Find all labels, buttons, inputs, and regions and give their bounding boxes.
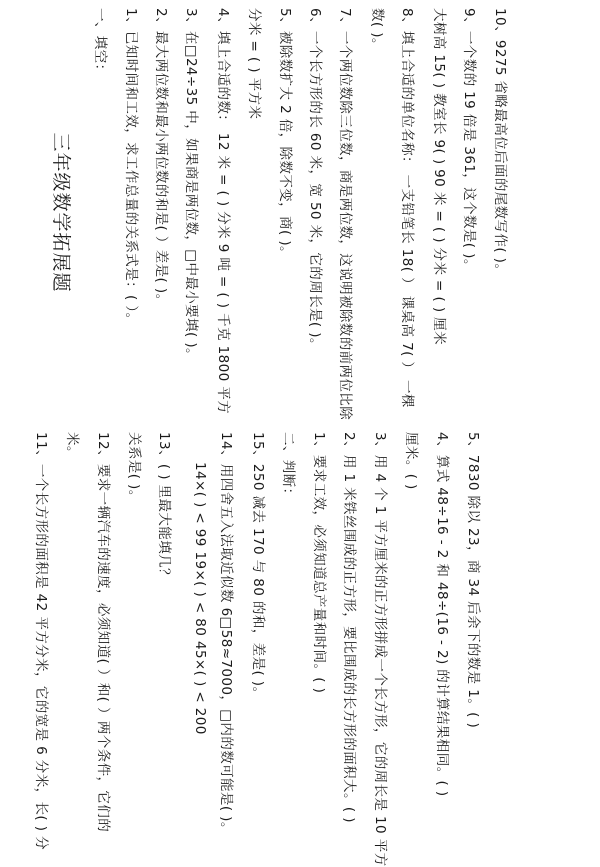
section-heading-true-false: 二、判断： <box>280 432 296 502</box>
question-line: 米。 <box>64 432 80 460</box>
question-line: 1、已知时间和工效，求工作总量的关系式是：( ）。 <box>123 8 139 327</box>
question-line: 13、( ) 里最大能填几？ <box>156 432 172 582</box>
question-line: 关系是( )。 <box>126 432 142 504</box>
question-line: 1、要求工效，必须知道总产量和时间。( ) <box>311 432 327 694</box>
question-line: 12、要求一辆汽车的速度，必须知道( ）和( ）两个条件，它们的 <box>95 432 111 833</box>
page-title: 三年级数学拓展题 <box>50 132 72 293</box>
question-line: 7、一个两位数除三位数，商是两位数，这说明被除数的前两位比除 <box>337 8 353 421</box>
question-line: 分米 = ( ) 平方米 <box>246 8 262 120</box>
question-line: 2、用 1 米铁丝围成的正方形，要比围成的长方形的面积大。( ) <box>341 432 357 823</box>
question-line: 11、一个长方形的面积是 42 平方分米，它的宽是 6 分米，长( ) 分 <box>33 432 49 851</box>
question-line: 4、填上合适的数： 12 米 = ( ) 分米 9 吨 = ( ) 千克 1800 平方 <box>215 8 231 415</box>
question-line: 6、一个长方形的长 60 米，宽 50 米，它的周长是( )。 <box>307 8 323 352</box>
question-line: 15、250 减去 170 与 80 的和，差是( )。 <box>250 432 266 701</box>
question-line: 8、填上合适的单位名称： 一支铅笔长 18( ） 课桌高 7( ） 一棵 <box>399 8 415 408</box>
question-line: 大树高 15( ) 教室长 9( ) 90 米 = ( ) 分米 = ( ) 厘米 <box>431 8 447 345</box>
question-line: 3、在□24÷35 中，如果商是两位数，□中最小要填( )。 <box>183 8 199 362</box>
inequality-line: 14×( ) < 99 19×( ) < 80 45×( ) < 200 <box>192 462 208 735</box>
question-line: 9、一个数的 19 倍是 361，这个数是( )。 <box>461 8 477 273</box>
question-line: 5、被除数扩大 2 倍，除数不变，商( )。 <box>277 8 293 260</box>
question-line: 厘米。( ) <box>403 432 419 490</box>
question-line: 14、用四舍五入法取近似数 6□58≈7000，□内的数可能是( )。 <box>218 432 234 836</box>
question-line: 数( )。 <box>369 8 385 52</box>
question-line: 3、用 4 个 1 平方厘米的正方形拼成一个长方形，它的周长是 10 平方 <box>372 432 388 867</box>
section-heading-fill-in: 一、填空： <box>92 8 108 78</box>
question-line: 4、算式 48÷16 - 2 和 48÷(16 - 2) 的计算结果相同。( ) <box>434 432 450 797</box>
question-line: 5、7830 除以 23，商 34 后余下的数是 1。( ) <box>465 432 481 729</box>
question-line: 10、9275 省略最高位后面的尾数写作( )。 <box>492 8 508 278</box>
question-line: 2、最大两位数和最小两位数的和是( ）差是( )。 <box>153 8 169 308</box>
